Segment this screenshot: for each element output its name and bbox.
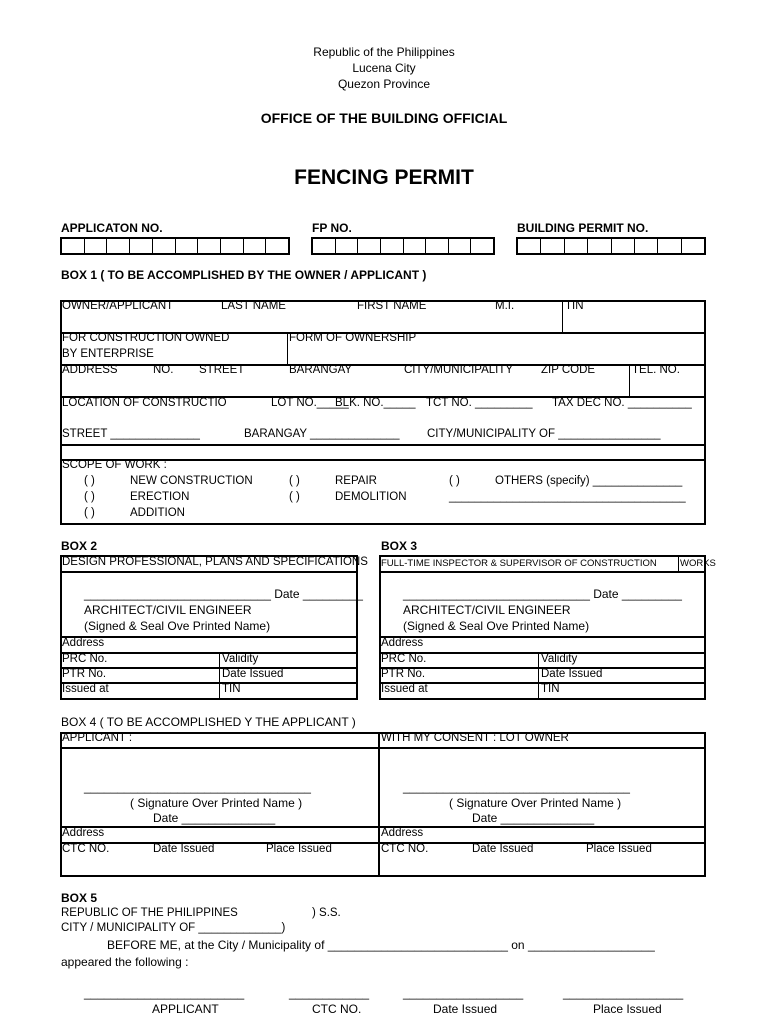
box5-before-me[interactable]: BEFORE ME, at the City / Municipality of ___________________________ on ___________________ — [107, 938, 655, 952]
box3-address: Address — [381, 637, 424, 649]
box2-role: ARCHITECT/CIVIL ENGINEER — [84, 603, 252, 617]
owner-applicant-label: OWNER/APPLICANT — [62, 300, 174, 312]
box5-ctc-label: CTC NO. — [312, 1002, 362, 1016]
others-field[interactable]: OTHERS (specify) ______________ — [495, 475, 683, 487]
header-province: Quezon Province — [337, 77, 431, 91]
address-city-label: CITY/MUNICIPALITY — [404, 364, 514, 376]
box2-prc: PRC No. — [62, 653, 108, 665]
header-republic: Republic of the Philippines — [313, 45, 455, 59]
box5-applicant-label: APPLICANT — [152, 1002, 219, 1016]
box3-role: ARCHITECT/CIVIL ENGINEER — [403, 603, 571, 617]
repair-checkbox[interactable]: ( ) — [289, 475, 300, 487]
box4-owner-signature-caption: ( Signature Over Printed Name ) — [449, 796, 622, 810]
box5-place-issued-label: Place Issued — [593, 1002, 662, 1016]
box2-issued-at: Issued at — [62, 683, 109, 695]
box2-date-line[interactable]: ____________________________ Date _________ — [84, 587, 363, 601]
box5-appeared: appeared the following : — [61, 955, 189, 969]
box2-address: Address — [62, 637, 105, 649]
box2-title: DESIGN PROFESSIONAL, PLANS AND SPECIFICATIONS — [62, 556, 368, 568]
box3-date-issued: Date Issued — [541, 668, 603, 680]
box3-prc: PRC No. — [381, 653, 427, 665]
box5-ss: ) S.S. — [312, 907, 341, 919]
box4-applicant-label: APPLICANT : — [62, 732, 133, 744]
box4-applicant-date-issued: Date Issued — [153, 843, 215, 855]
box4-applicant-ctc: CTC NO. — [62, 843, 110, 855]
box4-owner-address: Address — [381, 827, 424, 839]
box3-title-tail: WORKS — [680, 558, 716, 569]
box3-heading: BOX 3 — [381, 539, 418, 553]
addition-label: ADDITION — [130, 507, 185, 519]
tax-dec-field[interactable]: TAX DEC NO. __________ — [552, 397, 692, 409]
application-no-field[interactable] — [60, 237, 290, 255]
header-city: Lucena City — [352, 61, 416, 75]
box5-heading: BOX 5 — [61, 891, 98, 905]
demolition-label: DEMOLITION — [335, 491, 407, 503]
box2-signed: (Signed & Seal Ove Printed Name) — [84, 619, 271, 633]
street-field[interactable]: STREET ______________ — [62, 428, 200, 440]
box2-heading: BOX 2 — [61, 539, 98, 553]
box2-date-issued: Date Issued — [222, 668, 284, 680]
address-barangay-label: BARANGAY — [289, 364, 353, 376]
mi-label: M.I. — [495, 300, 515, 312]
box4-applicant-address: Address — [62, 827, 105, 839]
blk-no-field[interactable]: BLK. NO._____ — [335, 397, 416, 409]
box3-title: FULL-TIME INSPECTOR & SUPERVISOR OF CONSTRUCTION — [381, 558, 657, 569]
barangay-field[interactable]: BARANGAY ______________ — [244, 428, 400, 440]
box4-owner-signature-line[interactable]: __________________________________ — [403, 780, 630, 794]
box5-ctc-line[interactable]: ____________ — [289, 986, 370, 1000]
box3-tin: TIN — [541, 683, 560, 695]
box2-validity: Validity — [222, 653, 259, 665]
zip-code-label: ZIP CODE — [541, 364, 596, 376]
box4-owner-date[interactable]: Date ______________ — [472, 811, 595, 825]
box3-date-line[interactable]: ____________________________ Date _________ — [403, 587, 682, 601]
form-of-ownership-label: FORM OF OWNERSHIP — [289, 332, 417, 344]
page-title: FENCING PERMIT — [294, 166, 474, 189]
addition-checkbox[interactable]: ( ) — [84, 507, 95, 519]
repair-label: REPAIR — [335, 475, 377, 487]
others-checkbox[interactable]: ( ) — [449, 475, 460, 487]
first-name-label: FIRST NAME — [357, 300, 427, 312]
box5-date-issued-label: Date Issued — [433, 1002, 498, 1016]
new-construction-checkbox[interactable]: ( ) — [84, 475, 95, 487]
new-construction-label: NEW CONSTRUCTION — [130, 475, 253, 487]
for-construction-label-2: BY ENTERPRISE — [62, 348, 154, 360]
box3-issued-at: Issued at — [381, 683, 428, 695]
box4-owner-date-issued: Date Issued — [472, 843, 534, 855]
box4-applicant-signature-caption: ( Signature Over Printed Name ) — [130, 796, 303, 810]
address-label: ADDRESS — [62, 364, 118, 376]
address-no-label: NO. — [153, 364, 174, 376]
box3-ptr: PTR No. — [381, 668, 426, 680]
box5-place-line[interactable]: __________________ — [563, 986, 684, 1000]
tel-no-label: TEL. NO. — [632, 364, 680, 376]
box2-ptr: PTR No. — [62, 668, 107, 680]
box4-applicant-place-issued: Place Issued — [266, 843, 332, 855]
application-no-label: APPLICATON NO. — [61, 221, 163, 235]
tin-label: TIN — [565, 300, 584, 312]
last-name-label: LAST NAME — [221, 300, 286, 312]
box5-city[interactable]: CITY / MUNICIPALITY OF _____________) — [61, 922, 286, 934]
box5-republic: REPUBLIC OF THE PHILIPPINES — [61, 907, 238, 919]
for-construction-label-1: FOR CONSTRUCTION OWNED — [62, 332, 230, 344]
building-permit-no-field[interactable] — [516, 237, 706, 255]
lot-no-field[interactable]: LOT NO._____ — [271, 397, 349, 409]
scope-of-work-label: SCOPE OF WORK : — [62, 459, 167, 471]
box4-consent-label: WITH MY CONSENT : LOT OWNER — [381, 732, 569, 744]
box4-owner-place-issued: Place Issued — [586, 843, 652, 855]
box3-validity: Validity — [541, 653, 578, 665]
fp-no-field[interactable] — [311, 237, 495, 255]
erection-label: ERECTION — [130, 491, 190, 503]
box4-heading: BOX 4 ( TO BE ACCOMPLISHED Y THE APPLICANT ) — [61, 715, 356, 729]
address-street-label: STREET — [199, 364, 245, 376]
others-line[interactable]: _____________________________________ — [449, 491, 686, 503]
office-title: OFFICE OF THE BUILDING OFFICIAL — [260, 110, 508, 126]
erection-checkbox[interactable]: ( ) — [84, 491, 95, 503]
box5-date-line[interactable]: __________________ — [403, 986, 524, 1000]
box2-tin: TIN — [222, 683, 241, 695]
city-field[interactable]: CITY/MUNICIPALITY OF ________________ — [427, 428, 661, 440]
fp-no-label: FP NO. — [312, 221, 352, 235]
demolition-checkbox[interactable]: ( ) — [289, 491, 300, 503]
box1-heading: BOX 1 ( TO BE ACCOMPLISHED BY THE OWNER / APPLICANT ) — [61, 268, 427, 282]
location-label: LOCATION OF CONSTRUCTIO — [62, 397, 227, 409]
box4-owner-ctc: CTC NO. — [381, 843, 429, 855]
box3-signed: (Signed & Seal Ove Printed Name) — [403, 619, 590, 633]
box5-applicant-line[interactable]: ________________________ — [84, 986, 245, 1000]
box4-applicant-date[interactable]: Date ______________ — [153, 811, 276, 825]
tct-no-field[interactable]: TCT NO. _________ — [426, 397, 533, 409]
box4-applicant-signature-line[interactable]: __________________________________ — [84, 780, 311, 794]
building-permit-no-label: BUILDING PERMIT NO. — [517, 221, 649, 235]
